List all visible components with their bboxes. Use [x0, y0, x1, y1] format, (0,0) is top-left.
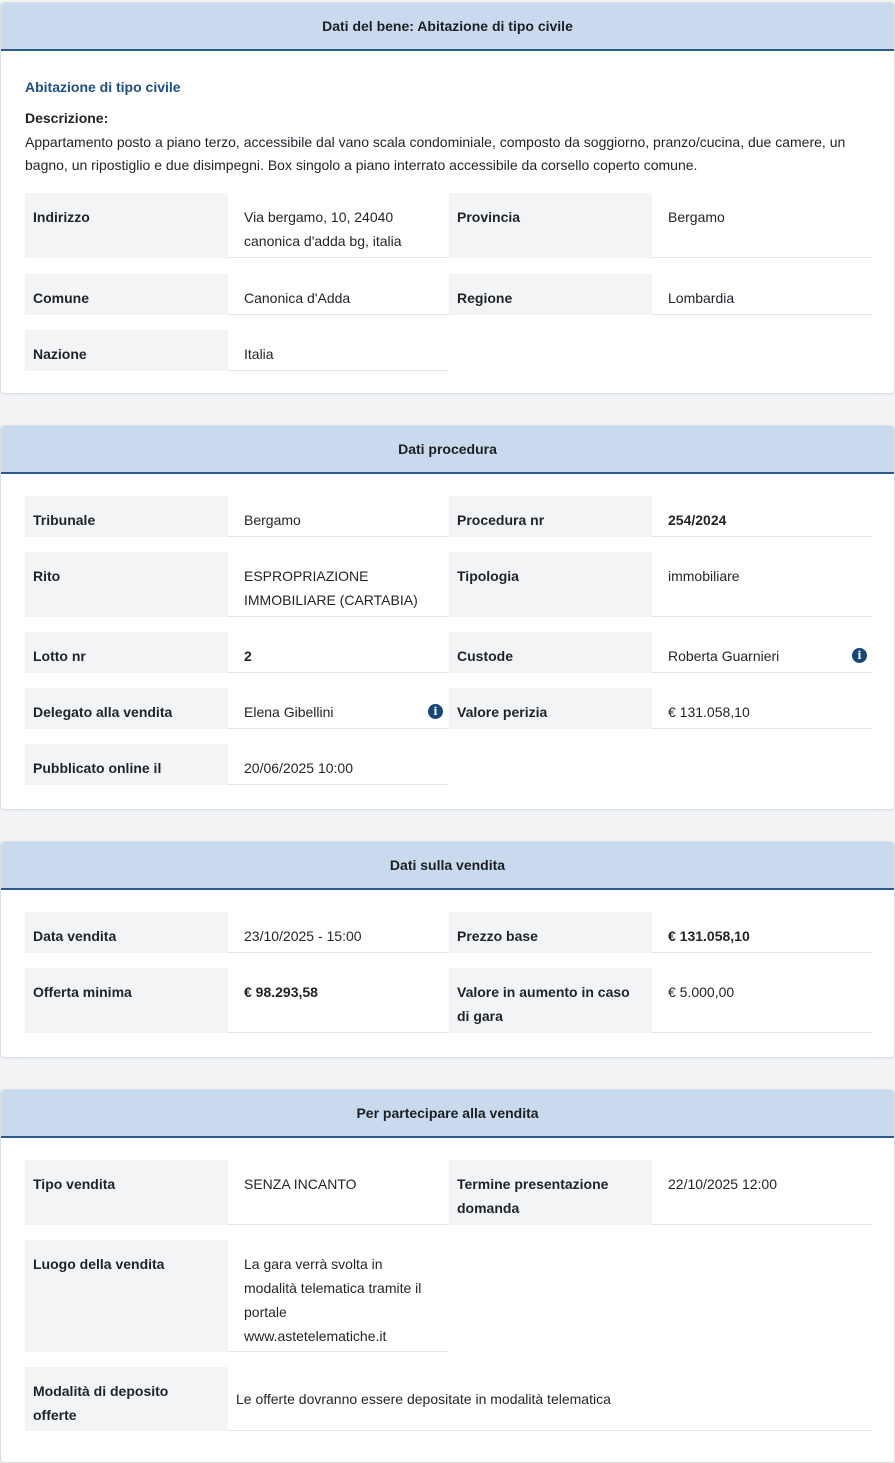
comune-value: Canonica d'Adda [228, 274, 449, 315]
row-lotto [25, 632, 873, 673]
nazione-value: Italia [228, 330, 449, 371]
perizia-value: € 131.058,10 [652, 688, 873, 729]
row-delegato [25, 688, 873, 729]
prezzo-base-label: Prezzo base [449, 912, 652, 953]
data-vendita-value: 23/10/2025 - 15:00 [228, 912, 449, 953]
tribunale-label: Tribunale [25, 496, 228, 537]
row-offerta-minima [25, 968, 873, 1033]
tipologia-label: Tipologia [449, 552, 652, 617]
custode-value [652, 632, 873, 673]
custode-info-icon[interactable]: i [852, 648, 867, 663]
pubblicato-label: Pubblicato online il [25, 744, 228, 785]
termine-label-line1: Termine presentazione [457, 1176, 609, 1192]
row-comune [25, 274, 873, 315]
bene-subtitle: Abitazione di tipo civile [25, 79, 181, 95]
delegato-info-icon[interactable]: i [428, 704, 443, 719]
rito-line1: ESPROPRIAZIONE [244, 568, 369, 584]
description-label: Descrizione: [25, 110, 109, 126]
delegato-label: Delegato alla vendita [25, 688, 228, 729]
luogo-label: Luogo della vendita [25, 1240, 228, 1352]
regione-value: Lombardia [652, 274, 873, 315]
offerta-minima-label: Offerta minima [25, 968, 228, 1033]
termine-label-line2: domanda [457, 1200, 520, 1216]
indirizzo-label: Indirizzo [25, 193, 228, 258]
luogo-value [228, 1240, 449, 1352]
partecipare-card [0, 1089, 895, 1463]
row-nazione [25, 330, 873, 371]
rito-label: Rito [25, 552, 228, 617]
procedura-nr-value: 254/2024 [652, 496, 873, 537]
partecipare-header: Per partecipare alla vendita [1, 1090, 894, 1138]
tipo-vendita-value: SENZA INCANTO [228, 1160, 449, 1225]
custode-label: Custode [449, 632, 652, 673]
tipologia-value: immobiliare [652, 552, 873, 617]
aumento-value: € 5.000,00 [652, 968, 873, 1033]
procedura-header: Dati procedura [1, 426, 894, 474]
delegato-name: Elena Gibellini [244, 704, 334, 720]
pubblicato-value: 20/06/2025 10:00 [228, 744, 449, 785]
aumento-label-line2: di gara [457, 1008, 503, 1024]
prezzo-base-value: € 131.058,10 [652, 912, 873, 953]
rito-line2: IMMOBILIARE (CARTABIA) [244, 592, 418, 608]
row-data-vendita [25, 912, 873, 953]
row-rito [25, 552, 873, 617]
data-vendita-label: Data vendita [25, 912, 228, 953]
deposito-label-line2: offerte [33, 1407, 77, 1423]
bene-card [0, 2, 895, 394]
lotto-label: Lotto nr [25, 632, 228, 673]
comune-label: Comune [25, 274, 228, 315]
row-tipo-vendita [25, 1160, 873, 1225]
luogo-line4: www.astetelematiche.it [244, 1328, 387, 1344]
aumento-label [449, 968, 652, 1033]
indirizzo-line1: Via bergamo, 10, 24040 [244, 209, 394, 225]
luogo-line3: portale [244, 1304, 287, 1320]
procedura-card [0, 425, 895, 810]
deposito-label [25, 1367, 228, 1431]
custode-name: Roberta Guarnieri [668, 648, 780, 664]
delegato-value [228, 688, 449, 729]
row-pubblicato [25, 744, 873, 785]
rito-value [228, 552, 449, 617]
deposito-label-line1: Modalità di deposito [33, 1383, 169, 1399]
deposito-value: Le offerte dovranno essere depositate in modalità telematica [228, 1367, 873, 1431]
row-deposito [25, 1367, 873, 1431]
row-tribunale [25, 496, 873, 537]
vendita-header: Dati sulla vendita [1, 842, 894, 890]
tribunale-value: Bergamo [228, 496, 449, 537]
termine-value: 22/10/2025 12:00 [652, 1160, 873, 1225]
tipo-vendita-label: Tipo vendita [25, 1160, 228, 1225]
offerta-minima-value: € 98.293,58 [228, 968, 449, 1033]
provincia-value: Bergamo [652, 193, 873, 258]
row-indirizzo [25, 193, 873, 258]
indirizzo-value [228, 193, 449, 258]
vendita-card [0, 841, 895, 1058]
provincia-label: Provincia [449, 193, 652, 258]
description-text: Appartamento posto a piano terzo, accessibile dal vano scala condominiale, composto da soggiorno, pranzo/cucina, due camere, un bagno, un ripostiglio e due disimpegni. Box singolo a piano interrato accessibile da corsello coperto comune. [25, 134, 846, 173]
bene-header: Dati del bene: Abitazione di tipo civile [1, 3, 894, 51]
indirizzo-line2: canonica d'adda bg, italia [244, 233, 402, 249]
luogo-line2: modalità telematica tramite il [244, 1280, 422, 1296]
aumento-label-line1: Valore in aumento in caso [457, 984, 630, 1000]
termine-label [449, 1160, 652, 1225]
lotto-value: 2 [228, 632, 449, 673]
row-luogo [25, 1240, 873, 1352]
procedura-nr-label: Procedura nr [449, 496, 652, 537]
luogo-line1: La gara verrà svolta in [244, 1256, 383, 1272]
nazione-label: Nazione [25, 330, 228, 371]
perizia-label: Valore perizia [449, 688, 652, 729]
regione-label: Regione [449, 274, 652, 315]
